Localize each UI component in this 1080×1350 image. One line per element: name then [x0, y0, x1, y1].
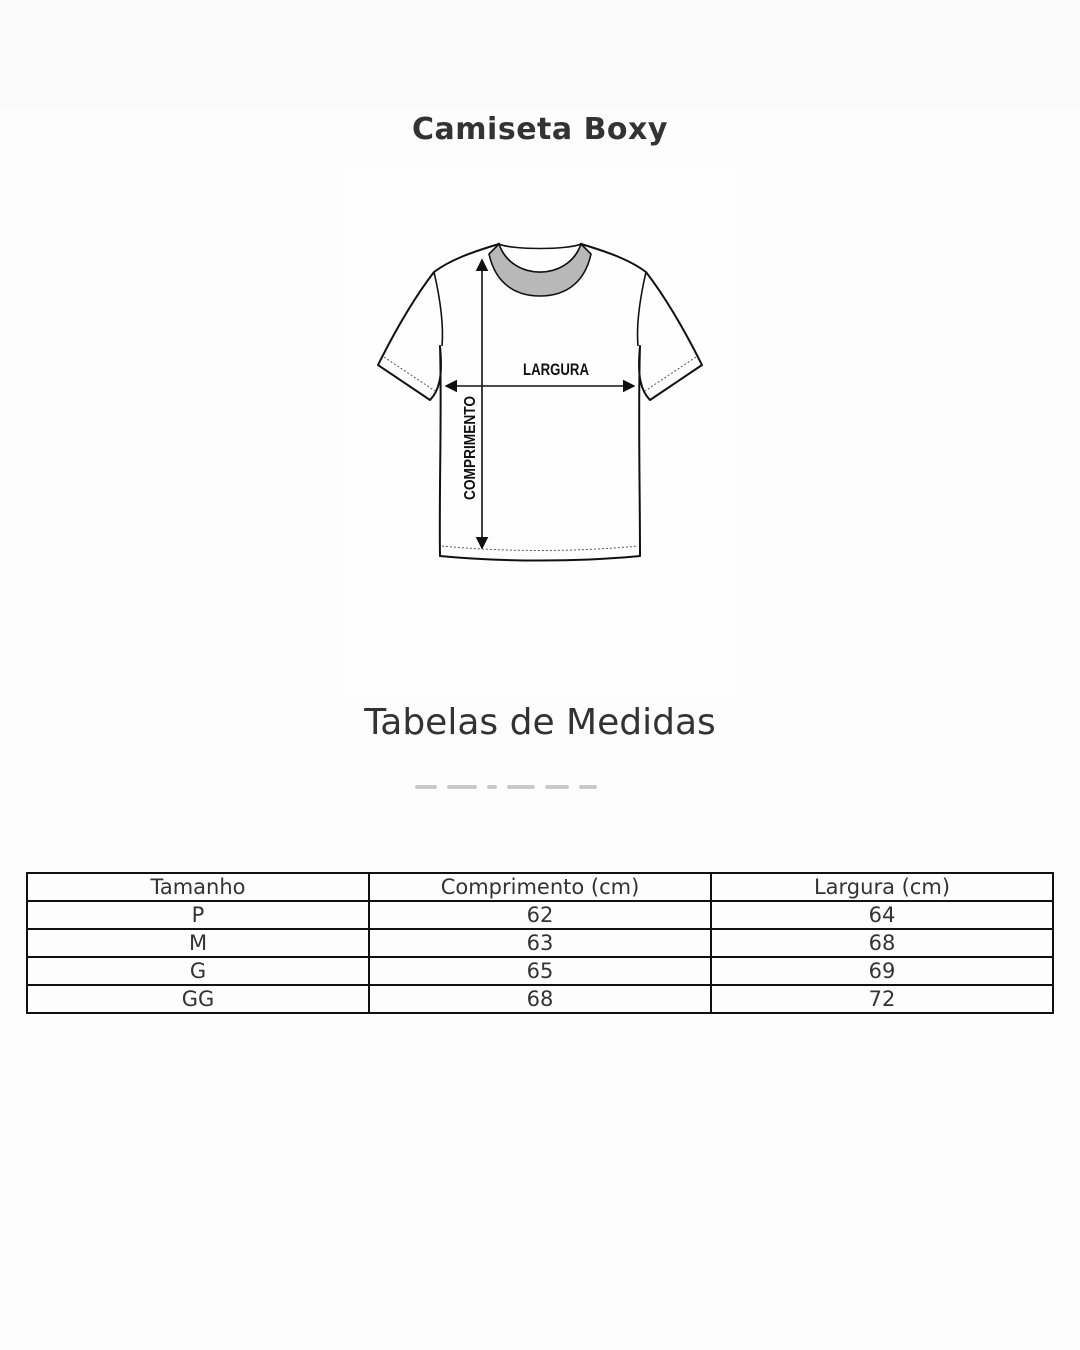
cell-size: G: [27, 957, 369, 985]
width-label: LARGURA: [523, 360, 589, 379]
size-chart-title: Tabelas de Medidas: [364, 702, 716, 743]
header-width: Largura (cm): [711, 873, 1053, 901]
cell-size: P: [27, 901, 369, 929]
cell-width: 69: [711, 957, 1053, 985]
table-row: [27, 985, 1053, 1013]
top-band: [0, 0, 1080, 108]
cell-length: 65: [369, 957, 711, 985]
size-chart-table: [26, 872, 1054, 1014]
length-label: COMPRIMENTO: [462, 378, 479, 500]
cell-size: M: [27, 929, 369, 957]
cell-length: 68: [369, 985, 711, 1013]
table-row: [27, 901, 1053, 929]
faded-text-remnant: [415, 785, 625, 791]
table-header-row: [27, 873, 1053, 901]
cell-width: 68: [711, 929, 1053, 957]
cell-size: GG: [27, 985, 369, 1013]
cell-width: 72: [711, 985, 1053, 1013]
cell-width: 64: [711, 901, 1053, 929]
header-size: Tamanho: [27, 873, 369, 901]
product-title: Camiseta Boxy: [412, 112, 668, 147]
cell-length: 62: [369, 901, 711, 929]
table-row: [27, 929, 1053, 957]
tshirt-measurement-diagram: [342, 168, 738, 696]
cell-length: 63: [369, 929, 711, 957]
header-length: Comprimento (cm): [369, 873, 711, 901]
table-row: [27, 957, 1053, 985]
